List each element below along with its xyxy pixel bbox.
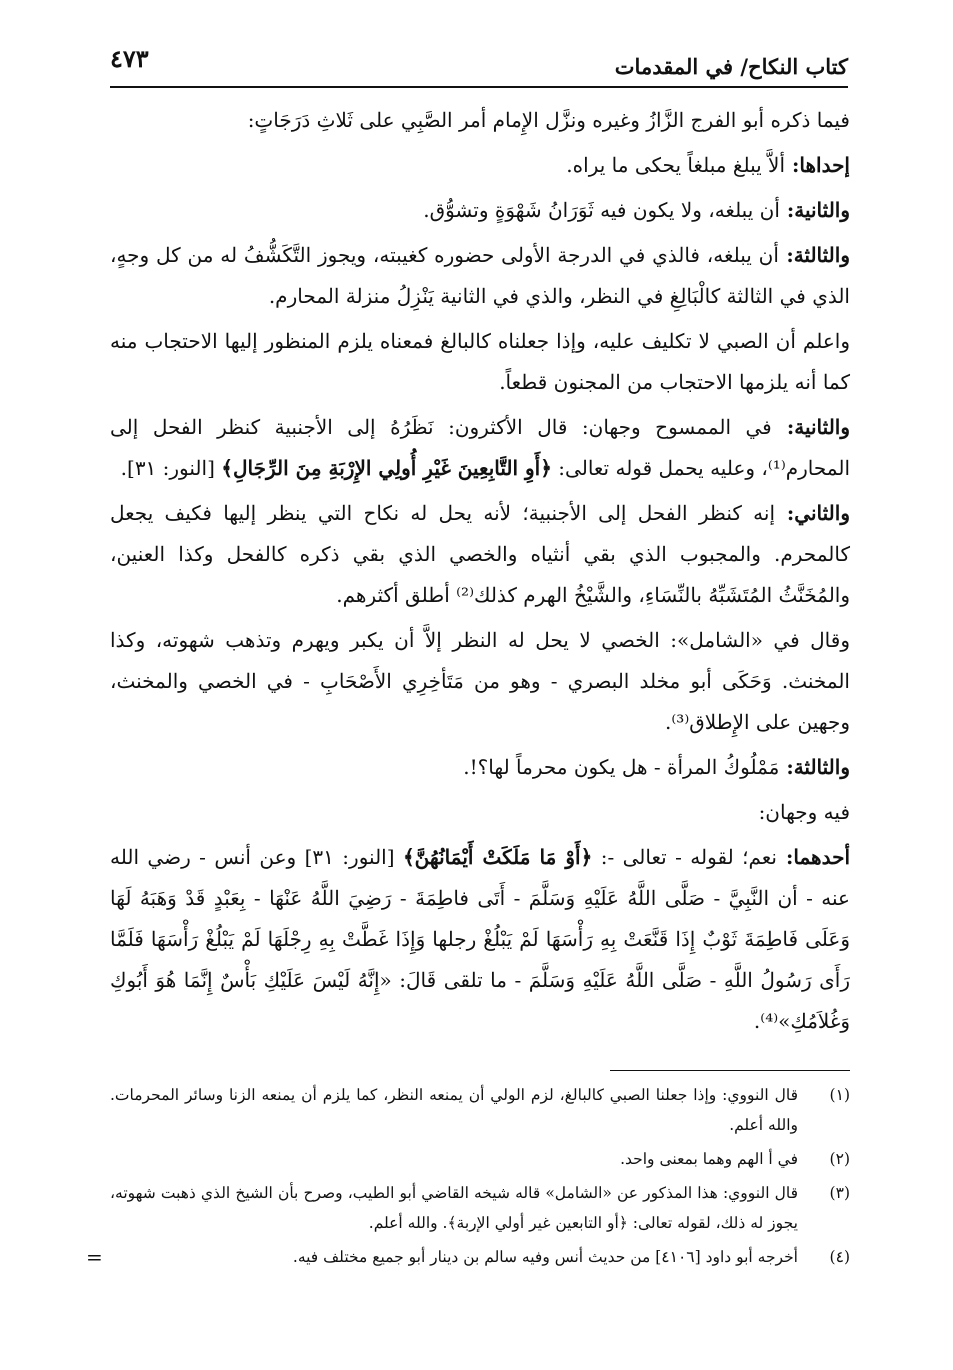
paragraph-text: نعم؛ لقوله - تعالى -: — [592, 845, 777, 869]
paragraph — [110, 190, 850, 231]
paragraph — [110, 837, 850, 1042]
paragraph-text: فيه وجهان: — [758, 800, 850, 824]
footnote-number: (٣) — [829, 1184, 850, 1202]
paragraph — [110, 235, 850, 317]
paragraph-lead: إحداها: — [785, 153, 850, 177]
paragraph-lead: والثانية: — [779, 198, 850, 222]
paragraph-text: ألاَّ يبلغ مبلغاً يحكى ما يراه. — [566, 153, 786, 177]
quran-verse: ﴿أَوْ مَا مَلَكَتْ أَيْمَانُهُنَّ﴾ — [402, 845, 593, 869]
main-text — [110, 100, 850, 1046]
page-number: ٤٧٣ — [110, 44, 149, 73]
paragraph — [110, 747, 850, 788]
footnote-text: قال النووي: وإذا جعلنا الصبي كالبالغ، لزم الولي أن يمنعه النظر، كما يلزم أن يمنعه الزنا وسائر المحرمات. والله أعلم. — [110, 1086, 798, 1134]
paragraph — [110, 620, 850, 743]
paragraph-lead: والثاني: — [775, 501, 850, 525]
paragraph — [110, 321, 850, 403]
header-title: كتاب النكاح/ في المقدمات — [614, 54, 848, 79]
paragraph-text: في الممسوح وجهان: قال الأكثرون: نَظَرُهُ إلى الأجنبية كنظر الفحل إلى المحارم⁽¹⁾، وعليه يحمل قوله تعالى: — [110, 415, 850, 480]
hadith-text: [النور: ٣١] وعن أنس - رضي الله عنه - أن النَّبِيَّ - صَلَّى اللَّهُ عَلَيْهِ وَسَلَّمَ - أَتَى فاطِمَةَ - رَضِيَ اللَّهُ عَنْهَا - بِعَبْدٍ قَدْ وَهَبَهُ لَهَا وَعَلَى فَاطِمَةَ ثَوْبٌ إِذَا قَنَّعَتْ بِهِ رَأْسَهَا لَمْ يَبْلُغْ رجلها وَإِذَا غَطَّتْ بِهِ رِجْلَهَا لَمْ يَبْلُغْ رَأْسَهَا فَلَمَّا رَأَى رَسُولُ اللَّهِ - صَلَّى اللَّهُ عَلَيْهِ وَسَلَّمَ - ما تلقى قَالَ: «إِنَّهُ لَيْسَ عَلَيْكِ بَأْسٌ إِنَّمَا هُوَ أَبُوكِ وَغُلاَمُكِ»⁽⁴⁾. — [110, 845, 850, 1033]
verse-reference: [النور: ٣١]. — [120, 456, 222, 480]
paragraph-text: أن يبلغه، ولا يكون فيه ثَوَرَانُ شَهْوَةٍ وتشوُّق. — [423, 198, 780, 222]
footnote-number: (٢) — [829, 1150, 850, 1168]
footnote-text: أخرجه أبو داود [٤١٠٦] من حديث أنس وفيه سالم بن دينار أبو جميع مختلف فيه. — [292, 1248, 798, 1266]
footnote — [110, 1080, 850, 1140]
footnote-separator — [610, 1070, 850, 1071]
footnotes — [110, 1080, 850, 1276]
footnote-number: (٤) — [829, 1248, 850, 1266]
footnote — [110, 1178, 850, 1238]
paragraph — [110, 493, 850, 616]
paragraph-text: فيما ذكره أبو الفرج الزَّازُ وغيره ونزَّل الإِمام أمر الصَّبِي على ثَلاثِ دَرَجَاتٍ: — [247, 108, 850, 132]
paragraph-lead: أحدهما: — [776, 845, 850, 869]
footnote — [110, 1144, 850, 1174]
paragraph — [110, 792, 850, 833]
paragraph-text: أن يبلغه، فالذي في الدرجة الأولى حضوره كغيبته، ويجوز التَّكَشُّفُ له من كل وجهٍ، الذي في الثالثة كالْبَالِغِ في النظر، والذي في الثانية يَنْزِلُ منزلة المحارم. — [110, 243, 850, 308]
paragraph — [110, 100, 850, 141]
paragraph-lead: والثانية: — [771, 415, 850, 439]
paragraph — [110, 145, 850, 186]
footnote-number: (١) — [829, 1086, 850, 1104]
quran-verse: ﴿أَوِ التَّابِعِينَ غَيْرِ أُولِي الإِرْبَةِ مِنَ الرِّجَالِ﴾ — [221, 456, 552, 480]
paragraph-text: مَمْلُوكُ المرأة - هل يكون محرماً لها؟!. — [463, 755, 780, 779]
footnote-text: قال النووي: هذا المذكور عن «الشامل» قاله شيخه القاضي أبو الطيب، وصرح بأن الشيخ الذي ذهبت شهوته، يجوز له ذلك، لقوله تعالى: ﴿أو التابعين غير أولي الإربة﴾. والله أعلم. — [110, 1184, 798, 1232]
paragraph — [110, 407, 850, 489]
paragraph-lead: والثالثة: — [779, 755, 850, 779]
continuation-mark: = — [86, 1245, 103, 1269]
paragraph-lead: والثالثة: — [778, 243, 850, 267]
footnote — [110, 1242, 850, 1272]
paragraph-text: وقال في «الشامل»: الخصي لا يحل له النظر إلاَّ أن يكبر ويهرم وتذهب شهوته، وكذا المخنث. وَحَكَى أبو مخلد البصري - وهو من مَتَأخِرِي الأَصْحَابِ - في الخصي والمخنث، وجهين على الإِطلاق⁽³⁾. — [110, 628, 850, 734]
paragraph-text: واعلم أن الصبي لا تكليف عليه، وإذا جعلناه كالبالغ فمعناه يلزم المنظور إليها الاحتجاب منه كما أنه يلزمها الاحتجاب من المجنون قطعاً. — [110, 329, 850, 394]
footnote-text: في أ الهم وهما بمعنى واحد. — [620, 1150, 798, 1168]
running-header — [110, 38, 848, 88]
paragraph-text: إنه كنظر الفحل إلى الأجنبية؛ لأنه يحل له نكاح التي ينظر إليها فكيف يجعل كالمحرم. والمجبوب الذي بقي أنثياه والخصي الذي بقي ذكره كالفحل وكذا العنين، والمُخَنَّثُ المُتَشَبِّهُ بالنِّسَاءِ، والشَّيْخُ الهرم كذلك⁽²⁾ أطلق أكثرهم. — [110, 501, 850, 607]
